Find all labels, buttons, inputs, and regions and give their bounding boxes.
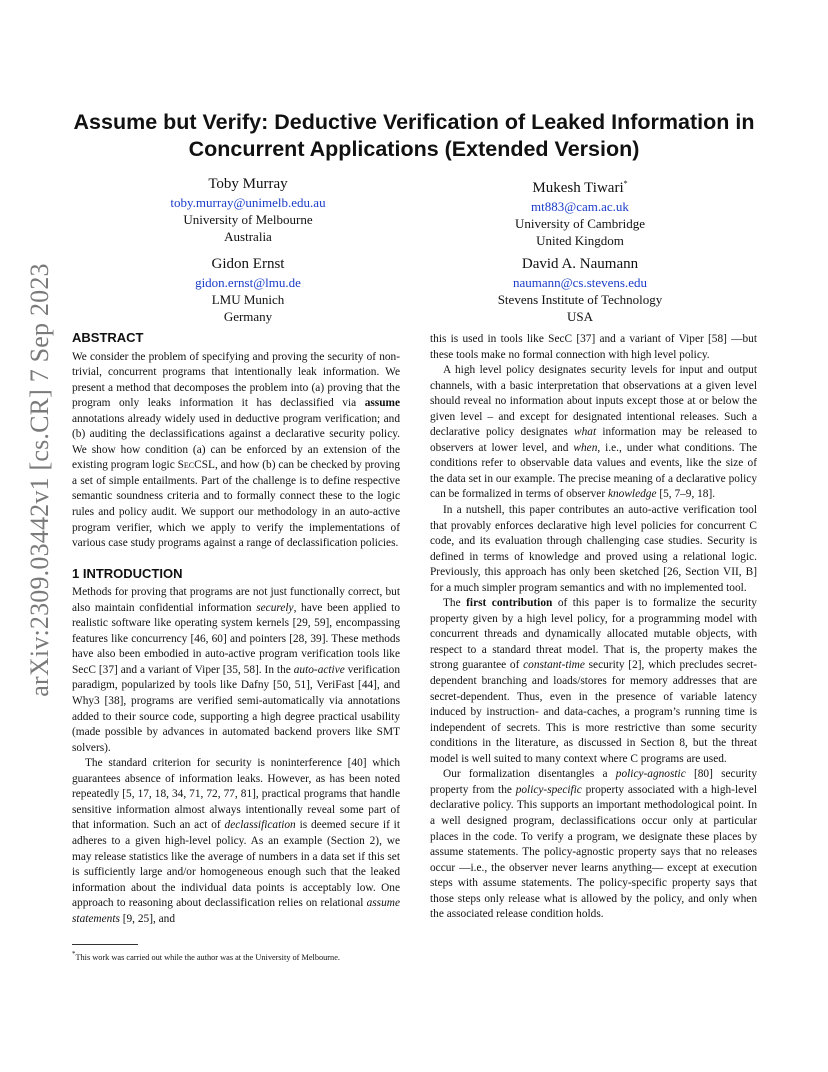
author-affiliation: University of Melbourne — [183, 212, 313, 227]
author-country: Germany — [223, 309, 273, 324]
arxiv-identifier-stamp — [12, 263, 68, 697]
author-block-2 — [450, 174, 710, 249]
author-name: Gidon Ernst — [211, 256, 285, 272]
footnote-mark: * — [72, 951, 76, 958]
footnote — [72, 944, 402, 963]
author-name: Mukesh Tiwari* — [532, 179, 628, 196]
author-name: David A. Naumann — [521, 256, 639, 272]
footnote-text: This work was carried out while the author was at the University of Melbourne. — [75, 952, 340, 962]
author-country: United Kingdom — [536, 233, 624, 248]
author-affiliation: University of Cambridge — [515, 216, 645, 231]
author-country: Australia — [224, 229, 272, 244]
intro-paragraph-5: The first contribution of this paper is to formalize the security property given by a high level policy, for a programming model with concurrent threads and dynamically allocated mutable objects, with respect to a standard threat model. That is, the property makes the strong guarantee of constant-time security [2], which precludes secret-dependent branching and loads/stores for memory addresses that are secret-dependent. Thus, even in the presence of variable latency induced by instruction- and data-caches, a program’s running time is independent of secrets. This is more restrictive than some security conditions in the literature, as discussed in Section 8, but the threat model is well suited to many context where C programs are used. — [430, 597, 757, 765]
intro-paragraph-2: The standard criterion for security is noninterference [40] which guarantees absence of information leaks. However, as has been noted repeatedly [5, 17, 18, 34, 71, 72, 77, 81], practical programs that handle sensitive information almost always intentionally reveal some part of that information. Such an act of declassification is deemed secure if it adheres to a given high-level policy. As an example (Section 2), we may release statistics like the average of numbers in a data set if this set is sufficiently large and/or homogeneous enough such that the leaked information about the individual data points is acceptably low. One approach to reasoning about declassification relies on relational assume statements [9, 25], and — [72, 757, 400, 925]
author-block-4 — [450, 254, 710, 325]
author-affiliation: Stevens Institute of Technology — [497, 292, 663, 307]
abstract-paragraph: We consider the problem of specifying and proving the security of non-trivial, concurrent programs that intentionally leak information. We present a method that decomposes the problem into (a) proving that the program only leaks information it has declassified via assume annotations already widely used in deductive program verification; and (b) auditing the declassifications against a declarative security policy. We show how condition (a) can be enforced by an extension of the existing program logic SecCSL, and how (b) can be checked by proving a set of simple entailments. Part of the challenge is to define respective semantic soundness criteria and to formally connect these to the logic rules and policy audit. We support our methodology in an auto-active program verifier, which we apply to verify the implementations of various case study programs against a range of declassification policies. — [72, 350, 401, 550]
author-country: USA — [566, 309, 593, 324]
intro-paragraph-1: Methods for proving that programs are not just functionally correct, but also maintain confidential information securely, have been applied to realistic software like operating system kernels [29, 59], encompassing features like concurrency [46, 60] and pointers [28, 39]. These methods have also been embodied in auto-active program verification tools like SecC [37] and a variant of Viper [35, 58]. In the auto-active verification paradigm, popularized by tools like Dafny [50, 51], VeriFast [44], and Why3 [38], programs are verified semi-automatically via annotations added to their source code, supporting a high degree practical usability (made possible by advances in automated backend provers like SMT solvers). — [72, 586, 401, 754]
intro-paragraph-3: A high level policy designates security levels for input and output channels, with a basic interpretation that observations at a given level should reveal no information about inputs except those at or below the given level – and except for designated intentional releases. Such a declarative policy designates what information may be released to observers at lower level, and when, i.e., under what conditions. The conditions refer to observable data values and events, like the size of the data set in our example. The precise meaning of a declarative policy can be formalized in terms of observer knowledge [5, 7–9, 18]. — [430, 364, 757, 501]
introduction-heading: 1 INTRODUCTION — [72, 565, 183, 581]
arxiv-identifier-text: arXiv:2309.03442v1 [cs.CR] 7 Sep 2023 — [25, 263, 54, 697]
author-footnote-mark: * — [623, 179, 628, 188]
author-affiliation: LMU Munich — [211, 292, 285, 307]
footnote-rule — [72, 944, 138, 945]
abstract-heading: ABSTRACT — [72, 330, 144, 345]
paper-title: Assume but Verify: Deductive Verification of Leaked Information in Concurrent Applications (Extended Version) — [73, 110, 755, 161]
intro-paragraph-6: Our formalization disentangles a policy-agnostic [80] security property from the policy-specific property associated with a high-level declarative policy. This supports an important methodological point. In a well designed program, declassifications occur only at particular places in the code. To verify a program, we designate these places by assume statements. The policy-agnostic property says that no releases occur —i.e., the observer never learns anything— except at execution steps with assume statements. The policy-specific property says that those steps only release what is allowed by the policy, and only when the associated release condition holds. — [430, 768, 758, 921]
author-block-3 — [118, 254, 378, 325]
right-column — [430, 332, 757, 923]
author-email-link[interactable]: mt883@cam.ac.uk — [531, 199, 629, 214]
author-email-link[interactable]: toby.murray@unimelb.edu.au — [170, 195, 326, 210]
author-email-link[interactable]: gidon.ernst@lmu.de — [195, 275, 301, 290]
author-name: Toby Murray — [208, 176, 288, 192]
intro-paragraph-4: In a nutshell, this paper contributes an auto-active verification tool that provably enforces declarative high level policies for concurrent C code, and its evaluation through challenging case studies. Security is defined in terms of knowledge and proved using a relational logic. Previously, this approach has only been sketched [26, Section VII, B] for a much simpler program semantics and with no implemented tool. — [430, 504, 757, 594]
author-email-link[interactable]: naumann@cs.stevens.edu — [513, 275, 647, 290]
left-column — [72, 330, 400, 927]
author-block-1 — [118, 174, 378, 245]
intro-paragraph-2-continued: this is used in tools like SecC [37] and a variant of Viper [58] —but these tools make no formal connection with high level policy. — [430, 333, 757, 361]
